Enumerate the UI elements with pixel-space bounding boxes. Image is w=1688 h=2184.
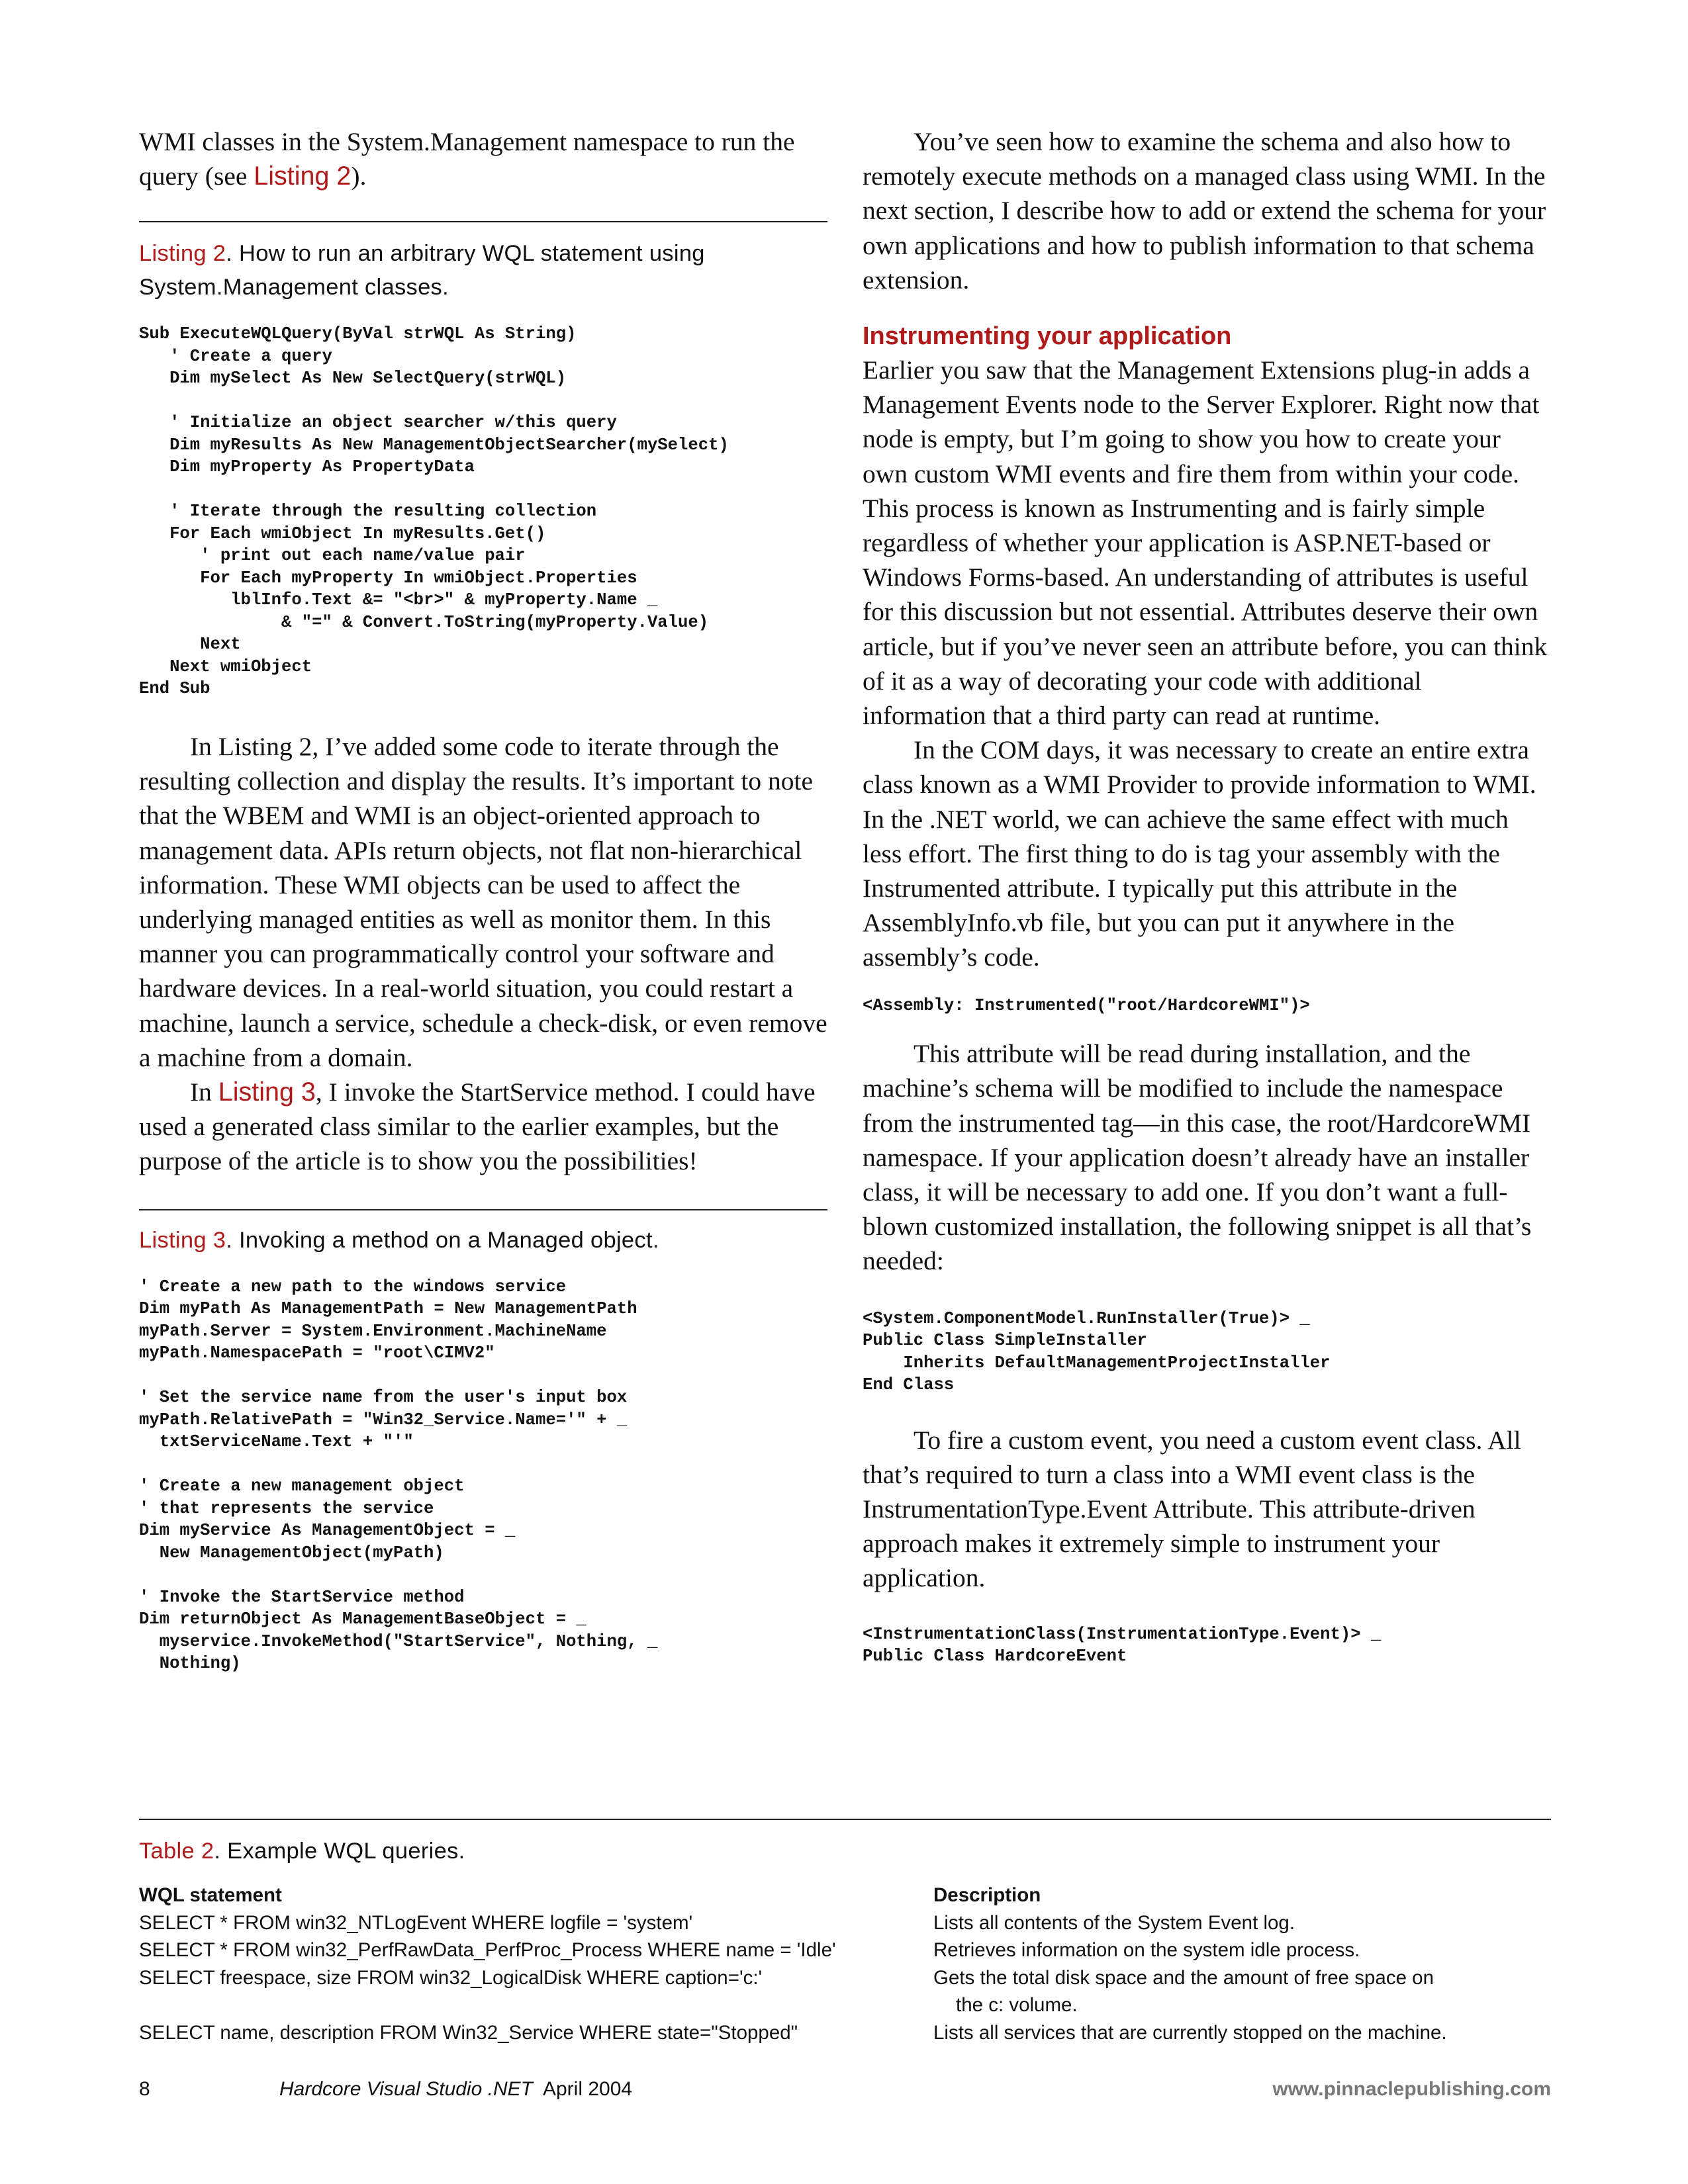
body-paragraph-custom-event: To fire a custom event, you need a custom event class. All that’s required to turn a class into a WMI event class is the InstrumentationType.Event Attribute. This attribute-driven approach makes it extremely simple to instrument your application. — [863, 1425, 1521, 1593]
installer-code: <System.ComponentModel.RunInstaller(True)> _ Public Class SimpleInstaller Inherits DefaultManagementProjectInstaller End Class — [863, 1308, 1331, 1395]
publisher-url[interactable]: www.pinnaclepublishing.com — [1272, 2078, 1551, 2100]
left-column — [139, 124, 827, 1675]
table-row — [139, 1909, 1551, 1937]
listing-3-link[interactable]: Listing 3 — [218, 1077, 316, 1107]
listing-3-rule — [139, 1209, 827, 1210]
query-description: Retrieves information on the system idle process. — [933, 1939, 1360, 1961]
wql-statement: SELECT name, description FROM Win32_Service WHERE state="Stopped" — [139, 2021, 798, 2044]
page-footer — [139, 2078, 1551, 2107]
body-paragraph-listing3-intro: In Listing 3, I invoke the StartService method. I could have used a generated class similar to the earlier examples, but the purpose of the article is to show you the possibilities! — [139, 1077, 816, 1176]
wql-statement: SELECT * FROM win32_NTLogEvent WHERE logfile = 'system' — [139, 1911, 693, 1934]
body-paragraph-installation: This attribute will be read during installation, and the machine’s schema will be modified to include the namespace from the instrumented tag—in this case, the root/HardcoreWMI namespace. If your application doesn’t already have an installer class, it will be necessary to add one. If you don’t want a full-blown customized installation, the following snippet is all that’s needed: — [863, 1039, 1532, 1276]
section-heading: Instrumenting your application — [863, 322, 1232, 351]
assembly-attribute-code: <Assembly: Instrumented("root/HardcoreWMI")> — [863, 995, 1310, 1015]
publication-line — [279, 2078, 632, 2101]
table-2-label: Table 2 — [139, 1839, 214, 1864]
issue-date: April 2004 — [542, 2078, 633, 2100]
body-paragraph-instrumenting: Earlier you saw that the Management Extensions plug-in adds a Management Events node to the Server Explorer. Right now that node is empty, but I’m going to show you how to create your own custom WMI events and fire them from within your code. This process is known as Instrumenting and is fairly simple regardless of whether your application is ASP.NET-based or Windows Forms-based. An understanding of attributes is useful for this discussion but not essential. Attributes deserve their own article, but if you’ve never seen an attribute before, you can think of it as a way of decorating your code with additional information that a third party can read at runtime. — [863, 355, 1548, 731]
query-description-continued: the c: volume. — [956, 1994, 1078, 2016]
query-description: Lists all services that are currently stopped on the machine. — [933, 2021, 1447, 2044]
header-description: Description — [933, 1884, 1041, 1906]
body-paragraph-schema-summary: You’ve seen how to examine the schema and also how to remotely execute methods on a managed class using WMI. In the next section, I describe how to add or extend the schema for your own applications and how to publish information to that schema extension. — [863, 127, 1546, 295]
listing-3-label: Listing 3 — [139, 1227, 226, 1253]
page-number: 8 — [139, 2078, 150, 2100]
table-header-row — [139, 1882, 1551, 1909]
listing-2-link[interactable]: Listing 2 — [254, 161, 352, 191]
listing-2-caption: Listing 2. How to run an arbitrary WQL statement using System.Management classes. — [139, 241, 705, 300]
listing-2-rule — [139, 221, 827, 222]
table-row — [139, 2019, 1551, 2047]
table-row — [139, 1936, 1551, 1964]
table-row — [139, 1964, 1551, 2019]
query-description: Gets the total disk space and the amount of free space on — [933, 1966, 1434, 1989]
header-wql-statement: WQL statement — [139, 1884, 282, 1906]
listing-2-label: Listing 2 — [139, 241, 226, 267]
intro-paragraph: WMI classes in the System.Management namespace to run the query (see Listing 2). — [139, 127, 795, 191]
publication-title: Hardcore Visual Studio .NET — [279, 2078, 533, 2100]
listing-2-code: Sub ExecuteWQLQuery(ByVal strWQL As String) ' Create a query Dim mySelect As New SelectQuery(strWQL) ' Initialize an object searcher w/this query Dim myResults As New ManagementObjectSearcher(mySelect) Dim myProperty As PropertyData ' Iterate through the resulting collection For Each wmiObject In myResults.Get() ' print out each name/value pair For Each myProperty In wmiObject.Properties lblInfo.Text &= "<br>" & myProperty.Name _ & "=" & Convert.ToString(myProperty.Value) Next Next wmiObject End Sub — [139, 324, 729, 699]
listing-3-caption: Listing 3. Invoking a method on a Managed object. — [139, 1227, 659, 1253]
table-2-caption: Table 2. Example WQL queries. — [139, 1839, 465, 1864]
table-2-rule — [139, 1819, 1551, 1820]
table-2 — [139, 1819, 1551, 2046]
right-column — [863, 124, 1551, 1668]
body-paragraph-com-days: In the COM days, it was necessary to create an entire extra class known as a WMI Provider to provide information to WMI. In the .NET world, we can achieve the same effect with much less effort. The first thing to do is tag your assembly with the Instrumented attribute. I typically put this attribute in the AssemblyInfo.vb file, but you can put it anywhere in the assembly’s code. — [863, 735, 1536, 972]
listing-3-code: ' Create a new path to the windows service Dim myPath As ManagementPath = New ManagementPath myPath.Server = System.Environment.MachineName myPath.NamespacePath = "root\CIMV2" ' Set the service name from the user's input box myPath.RelativePath = "Win32_Service.Name='" + _ txtServiceName.Text + "'" ' Create a new management object ' that represents the service Dim myService As ManagementObject = _ New ManagementObject(myPath) ' Invoke the StartService method Dim returnObject As ManagementBaseObject = _ myservice.InvokeMethod("StartService", Nothing, _ Nothing) — [139, 1277, 658, 1674]
wql-statement: SELECT * FROM win32_PerfRawData_PerfProc_Process WHERE name = 'Idle' — [139, 1939, 836, 1961]
query-description: Lists all contents of the System Event log. — [933, 1911, 1295, 1934]
event-class-code: <InstrumentationClass(InstrumentationType.Event)> _ Public Class HardcoreEvent — [863, 1624, 1382, 1666]
body-paragraph-listing2-explain: In Listing 2, I’ve added some code to iterate through the resulting collection and display the results. It’s important to note that the WBEM and WMI is an object-oriented approach to management data. APIs return objects, not flat non-hierarchical information. These WMI objects can be used to affect the underlying managed entities as well as monitor them. In this manner you can programmatically control your software and hardware devices. In a real-world situation, you could restart a machine, launch a service, schedule a check-disk, or even remove a machine from a domain. — [139, 731, 827, 1072]
wql-statement: SELECT freespace, size FROM win32_LogicalDisk WHERE caption='c:' — [139, 1966, 763, 1989]
